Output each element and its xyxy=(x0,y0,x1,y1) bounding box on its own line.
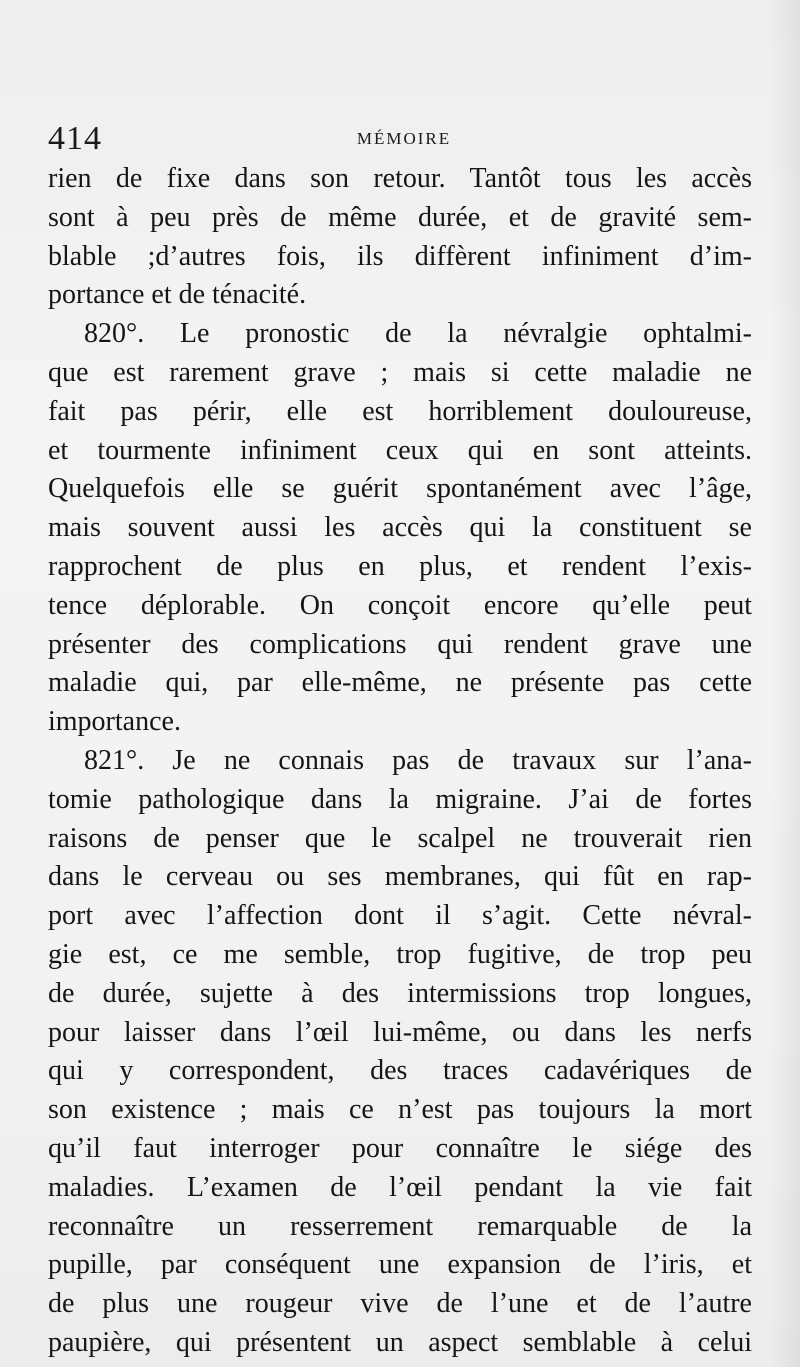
text-line: pupille, par conséquent une expansion de l’iris, et xyxy=(48,1249,752,1281)
text-line: Quelquefois elle se guérit spontanément avec l’âge, xyxy=(48,473,752,505)
running-head: MÉMOIRE xyxy=(356,129,452,148)
text-line: de durée, sujette à des intermissions trop longues, xyxy=(48,977,752,1009)
text-line: maladie qui, par elle-même, ne présente pas cette xyxy=(48,667,752,699)
paragraph-821-start: 821°. Je ne connais pas de travaux sur l’ana- xyxy=(84,744,752,776)
text-line: portance et de ténacité. xyxy=(48,279,307,311)
text-line: blable ;d’autres fois, ils diffèrent infiniment d’im- xyxy=(48,240,752,272)
text-line: tence déplorable. On conçoit encore qu’elle peut xyxy=(48,589,752,621)
paragraph-820-start: 820°. Le pronostic de la névralgie ophtalmi- xyxy=(84,318,752,350)
text-line: sont à peu près de même durée, et de gravité sem- xyxy=(48,201,752,233)
page-edge-shadow xyxy=(770,0,800,1367)
text-line: et tourmente infiniment ceux qui en sont atteints. xyxy=(48,434,752,466)
text-line: maladies. L’examen de l’œil pendant la vie fait xyxy=(48,1171,752,1203)
page-number: 414 xyxy=(48,120,102,157)
text-line: paupière, qui présentent un aspect semblable à celui xyxy=(48,1326,752,1358)
text-line: présenter des complications qui rendent grave une xyxy=(48,628,752,660)
text-line: qui y correspondent, des traces cadavériques de xyxy=(48,1055,752,1087)
body-text xyxy=(48,160,752,1363)
text-line: tomie pathologique dans la migraine. J’ai de fortes xyxy=(48,783,752,815)
text-line: mais souvent aussi les accès qui la constituent se xyxy=(48,512,752,544)
text-line: que est rarement grave ; mais si cette maladie ne xyxy=(48,356,752,388)
text-line: qu’il faut interroger pour connaître le siége des xyxy=(48,1132,752,1164)
text-line: fait pas périr, elle est horriblement douloureuse, xyxy=(48,395,752,427)
text-line: rapprochent de plus en plus, et rendent l’exis- xyxy=(48,550,752,582)
text-line: raisons de penser que le scalpel ne trouverait rien xyxy=(48,822,752,854)
text-line: de plus une rougeur vive de l’une et de l’autre xyxy=(48,1288,752,1320)
text-line: port avec l’affection dont il s’agit. Cette névral- xyxy=(48,900,752,932)
text-line: pour laisser dans l’œil lui-même, ou dans les nerfs xyxy=(48,1016,752,1048)
page-header xyxy=(48,118,760,160)
text-line: son existence ; mais ce n’est pas toujours la mort xyxy=(48,1094,752,1126)
text-line: reconnaître un resserrement remarquable de la xyxy=(48,1210,752,1242)
text-line: dans le cerveau ou ses membranes, qui fût en rap- xyxy=(48,861,752,893)
text-line: gie est, ce me semble, trop fugitive, de trop peu xyxy=(48,938,752,970)
text-line: rien de fixe dans son retour. Tantôt tous les accès xyxy=(48,163,752,194)
text-line: importance. xyxy=(48,706,181,738)
